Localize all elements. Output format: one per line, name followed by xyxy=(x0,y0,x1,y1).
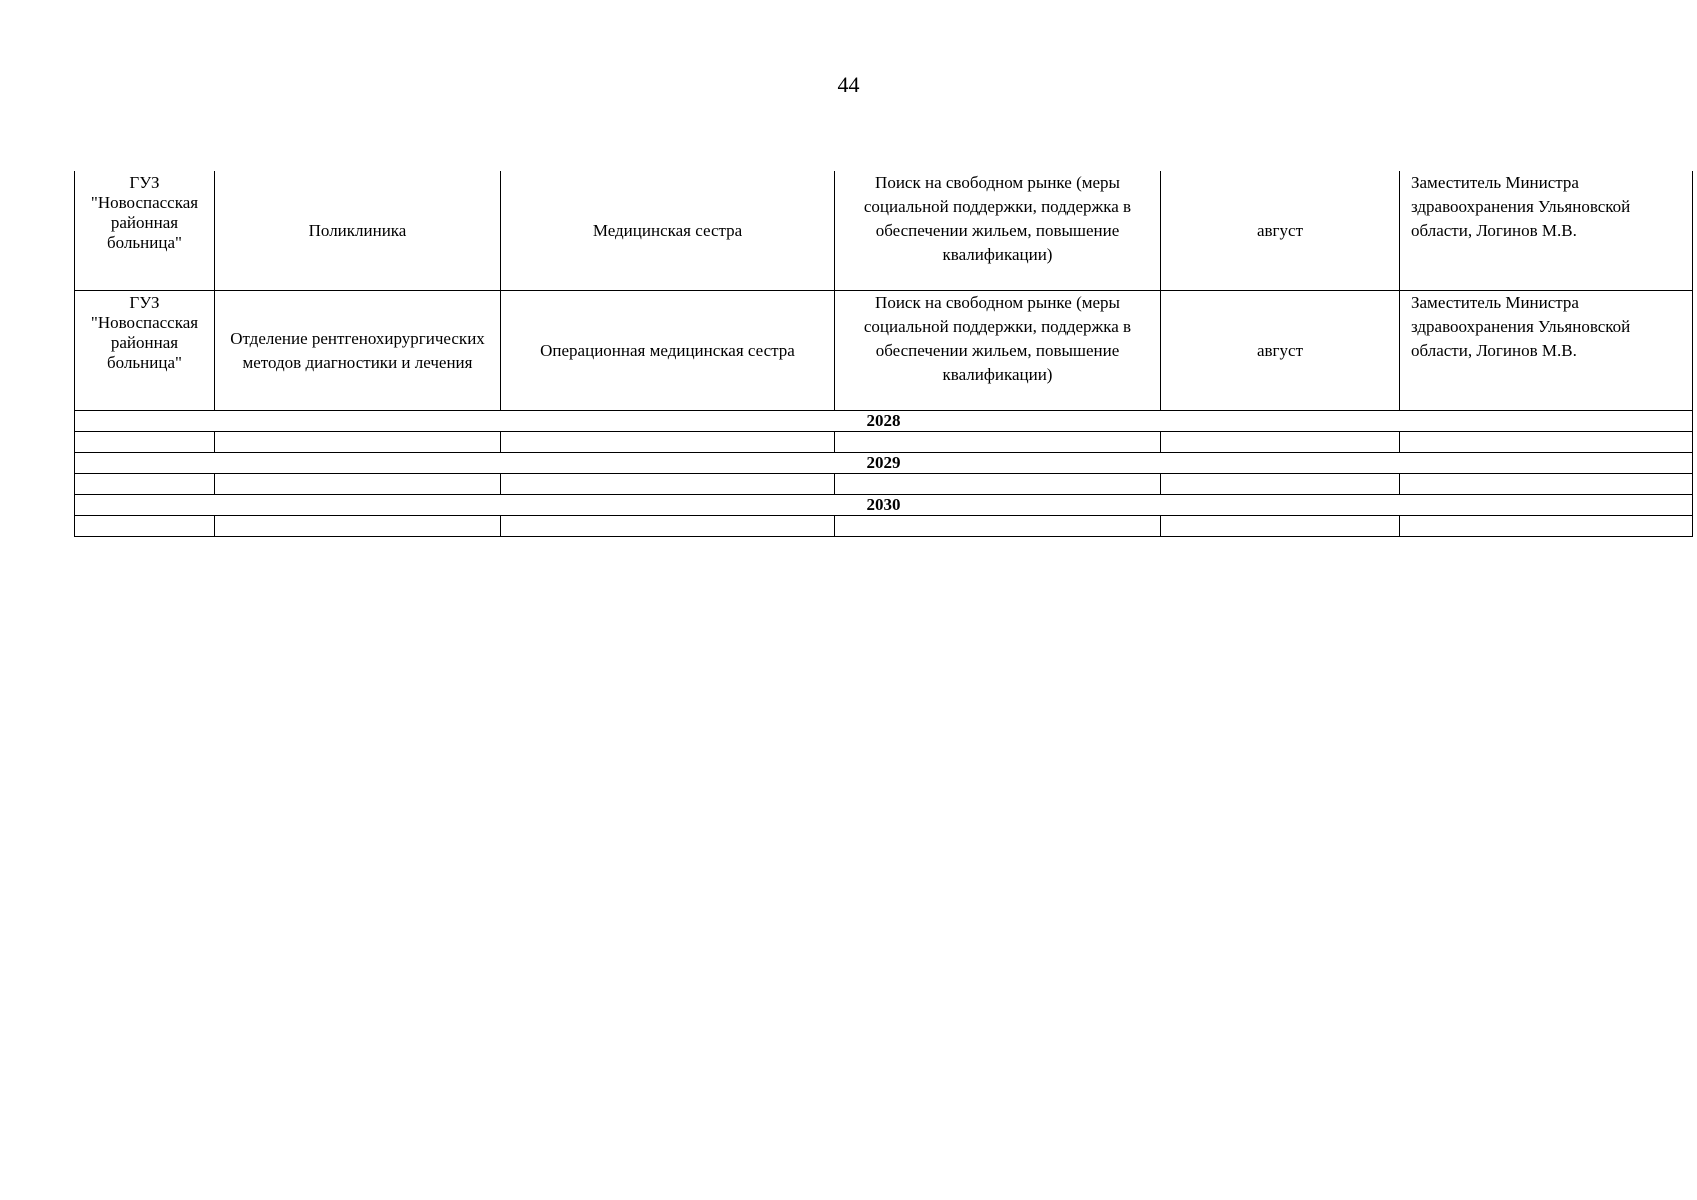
period-cell: август xyxy=(1161,171,1400,291)
department-cell: Поликлиника xyxy=(215,171,501,291)
empty-cell xyxy=(501,516,835,537)
empty-cell xyxy=(1400,432,1693,453)
empty-cell xyxy=(1400,474,1693,495)
period-cell: август xyxy=(1161,291,1400,411)
empty-cell xyxy=(215,474,501,495)
empty-row xyxy=(75,432,1693,453)
year-label: 2028 xyxy=(75,411,1693,432)
year-header-row xyxy=(75,411,1693,432)
measure-cell: Поиск на свободном рынке (меры социальной поддержки, поддержка в обеспечении жильем, повышение квалификации) xyxy=(835,171,1161,291)
organization-cell: ГУЗ "Новоспасская районная больница" xyxy=(75,171,215,291)
empty-cell xyxy=(1161,516,1400,537)
empty-cell xyxy=(75,516,215,537)
table-row xyxy=(75,291,1693,411)
empty-cell xyxy=(215,432,501,453)
empty-cell xyxy=(215,516,501,537)
empty-cell xyxy=(835,432,1161,453)
empty-cell xyxy=(75,474,215,495)
page-number: 44 xyxy=(837,72,860,97)
empty-cell xyxy=(1161,432,1400,453)
empty-cell xyxy=(75,432,215,453)
empty-cell xyxy=(835,516,1161,537)
organization-cell: ГУЗ "Новоспасская районная больница" xyxy=(75,291,215,411)
position-cell: Операционная медицинская сестра xyxy=(501,291,835,411)
department-cell: Отделение рентгенохирургических методов диагностики и лечения xyxy=(215,291,501,411)
year-header-row xyxy=(75,453,1693,474)
table-row xyxy=(75,171,1693,291)
empty-cell xyxy=(1400,516,1693,537)
measure-cell: Поиск на свободном рынке (меры социальной поддержки, поддержка в обеспечении жильем, повышение квалификации) xyxy=(835,291,1161,411)
responsible-cell: Заместитель Министра здравоохранения Ульяновской области, Логинов М.В. xyxy=(1400,291,1693,411)
year-header-row xyxy=(75,495,1693,516)
empty-cell xyxy=(501,432,835,453)
staffing-measures-table xyxy=(74,171,1693,537)
position-cell: Медицинская сестра xyxy=(501,171,835,291)
year-label: 2029 xyxy=(75,453,1693,474)
year-label: 2030 xyxy=(75,495,1693,516)
empty-cell xyxy=(835,474,1161,495)
responsible-cell: Заместитель Министра здравоохранения Ульяновской области, Логинов М.В. xyxy=(1400,171,1693,291)
empty-row xyxy=(75,516,1693,537)
empty-cell xyxy=(501,474,835,495)
empty-cell xyxy=(1161,474,1400,495)
empty-row xyxy=(75,474,1693,495)
